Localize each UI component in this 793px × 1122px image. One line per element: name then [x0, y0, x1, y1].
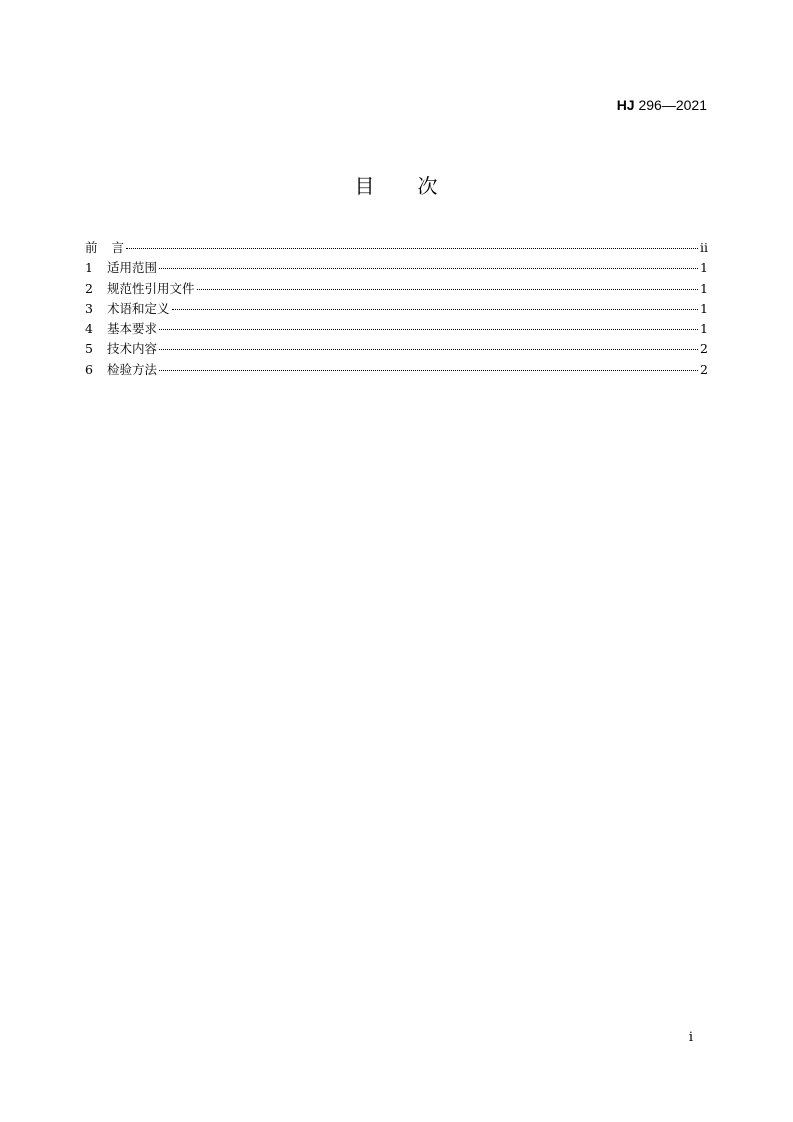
dot-leader: [159, 370, 698, 371]
toc-entry-page: 2: [700, 341, 708, 357]
toc-entry-title: 技术内容: [107, 341, 158, 357]
toc-entry-number: 2: [85, 280, 93, 296]
toc-entry-1[interactable]: [85, 258, 708, 278]
standard-number: 296—2021: [634, 97, 707, 113]
toc-entry-4[interactable]: [85, 319, 708, 339]
dot-leader: [197, 289, 699, 290]
dot-leader: [159, 329, 698, 330]
toc-entry-number: 5: [85, 341, 93, 357]
dot-leader: [159, 349, 698, 350]
toc-entry-title: 规范性引用文件: [107, 280, 195, 296]
toc-entry-number: 1: [85, 260, 93, 276]
dot-leader: [126, 248, 698, 249]
toc-entry-5[interactable]: [85, 339, 708, 359]
toc-entry-page: ii: [700, 240, 708, 255]
toc-entry-3[interactable]: [85, 299, 708, 319]
toc-heading-char-1: 目: [354, 174, 376, 198]
dot-leader: [159, 268, 698, 269]
toc-entry-title: 适用范围: [107, 260, 158, 276]
table-of-contents: [85, 238, 708, 380]
page-number: i: [688, 1030, 693, 1045]
toc-heading: [0, 174, 793, 198]
toc-heading-char-2: 次: [417, 174, 439, 198]
toc-entry-title: 术语和定义: [107, 300, 170, 316]
toc-entry-number: 6: [85, 361, 93, 377]
toc-entry-number: 4: [85, 321, 93, 337]
standard-prefix: HJ: [616, 97, 635, 113]
toc-entry-page: 1: [700, 300, 708, 316]
toc-entry-title: 基本要求: [107, 321, 158, 337]
toc-entry-foreword[interactable]: [85, 238, 708, 258]
toc-entry-page: 1: [700, 280, 708, 296]
toc-entry-title: 检验方法: [107, 361, 158, 377]
standard-code: [617, 96, 707, 114]
toc-entry-page: 2: [700, 361, 708, 377]
toc-entry-2[interactable]: [85, 279, 708, 299]
dot-leader: [172, 309, 699, 310]
toc-entry-page: 1: [700, 260, 708, 276]
toc-entry-page: 1: [700, 321, 708, 337]
toc-entry-6[interactable]: [85, 360, 708, 380]
toc-entry-title: 前言: [85, 240, 139, 255]
toc-entry-number: 3: [85, 300, 93, 316]
